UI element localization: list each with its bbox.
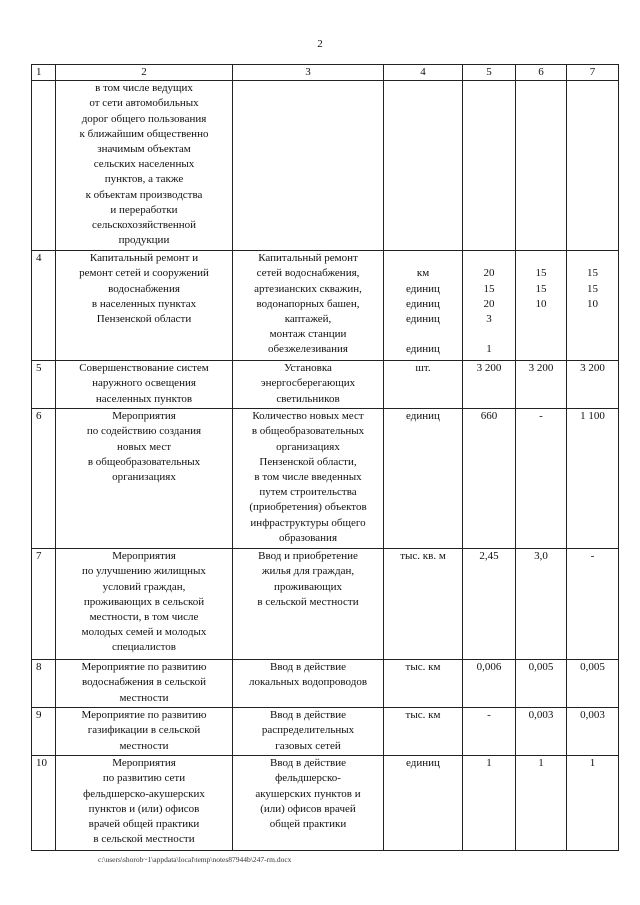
value-col5-cell: 660 — [463, 409, 516, 549]
indicator-cell: Количество новых мест в общеобразовательных организациях Пензенской области, в том числе введенных путем строительства (приобретения) объектов инфраструктуры общего образования — [233, 409, 384, 549]
indicator-cell: Установка энергосберегающих светильников — [233, 361, 384, 409]
table-row — [32, 361, 619, 409]
value-col7-cell: - — [567, 549, 619, 660]
column-number-cell: 6 — [516, 65, 567, 81]
row-number: 4 — [32, 251, 56, 361]
activity-cell: Мероприятия по развитию сети фельдшерско-акушерских пунктов и (или) офисов врачей общей практики в сельской местности — [56, 756, 233, 851]
value-col6-cell — [516, 81, 567, 251]
row-number: 5 — [32, 361, 56, 409]
value-col5-cell — [463, 81, 516, 251]
value-col6-cell: 3,0 — [516, 549, 567, 660]
unit-cell — [384, 81, 463, 251]
unit-cell: тыс. км — [384, 708, 463, 756]
unit-cell: тыс. км — [384, 660, 463, 708]
row-number: 10 — [32, 756, 56, 851]
indicator-cell — [233, 81, 384, 251]
column-number-cell: 7 — [567, 65, 619, 81]
row-number: 7 — [32, 549, 56, 660]
table-row — [32, 756, 619, 851]
indicator-cell: Ввод и приобретение жилья для граждан, проживающих в сельской местности — [233, 549, 384, 660]
unit-cell: шт. — [384, 361, 463, 409]
page-number: 2 — [317, 38, 323, 50]
value-col6-cell: 3 200 — [516, 361, 567, 409]
activity-cell: Мероприятия по улучшению жилищных условий граждан, проживающих в сельской местности, в том числе молодых семей и молодых специалистов — [56, 549, 233, 660]
value-col5-cell: 3 200 — [463, 361, 516, 409]
value-col5-cell: - — [463, 708, 516, 756]
value-col7-cell: 0,003 — [567, 708, 619, 756]
indicator-cell: Ввод в действие фельдшерско- акушерских пунктов и (или) офисов врачей общей практики — [233, 756, 384, 851]
activity-cell: Капитальный ремонт и ремонт сетей и сооружений водоснабжения в населенных пунктах Пензенской области — [56, 251, 233, 361]
column-number-cell: 5 — [463, 65, 516, 81]
row-number: 6 — [32, 409, 56, 549]
row-number — [32, 81, 56, 251]
activity-cell: Мероприятия по содействию создания новых мест в общеобразовательных организациях — [56, 409, 233, 549]
activities-table — [31, 64, 619, 851]
value-col6-cell: 15 15 10 — [516, 251, 567, 361]
table-row — [32, 251, 619, 361]
indicator-cell: Ввод в действие локальных водопроводов — [233, 660, 384, 708]
footer-file-path: c:\users\shorob~1\appdata\local\temp\notes87944b\247-rm.docx — [98, 855, 292, 864]
value-col7-cell: 0,005 — [567, 660, 619, 708]
value-col5-cell: 1 — [463, 756, 516, 851]
value-col6-cell: - — [516, 409, 567, 549]
unit-cell: единиц — [384, 756, 463, 851]
activity-cell: в том числе ведущих от сети автомобильных дорог общего пользования к ближайшим общественно значимым объектам сельских населенных пунктов, а также к объектам производства и переработки сельскохозяйственной продукции — [56, 81, 233, 251]
unit-cell: единиц — [384, 409, 463, 549]
unit-cell: тыс. кв. м — [384, 549, 463, 660]
value-col5-cell: 2,45 — [463, 549, 516, 660]
column-number-cell: 3 — [233, 65, 384, 81]
value-col7-cell: 1 — [567, 756, 619, 851]
value-col5-cell: 20 15 20 3 1 — [463, 251, 516, 361]
unit-cell: км единиц единиц единиц единиц — [384, 251, 463, 361]
row-number: 9 — [32, 708, 56, 756]
activity-cell: Мероприятие по развитию газификации в сельской местности — [56, 708, 233, 756]
column-number-cell: 4 — [384, 65, 463, 81]
value-col5-cell: 0,006 — [463, 660, 516, 708]
value-col7-cell — [567, 81, 619, 251]
table-row — [32, 409, 619, 549]
table-row — [32, 660, 619, 708]
row-number: 8 — [32, 660, 56, 708]
value-col6-cell: 0,003 — [516, 708, 567, 756]
value-col6-cell: 0,005 — [516, 660, 567, 708]
column-number-row — [32, 65, 619, 81]
table-row — [32, 81, 619, 251]
activity-cell: Мероприятие по развитию водоснабжения в сельской местности — [56, 660, 233, 708]
value-col6-cell: 1 — [516, 756, 567, 851]
table-row — [32, 708, 619, 756]
table-row — [32, 549, 619, 660]
activity-cell: Совершенствование систем наружного освещения населенных пунктов — [56, 361, 233, 409]
value-col7-cell: 1 100 — [567, 409, 619, 549]
value-col7-cell: 15 15 10 — [567, 251, 619, 361]
value-col7-cell: 3 200 — [567, 361, 619, 409]
column-number-cell: 1 — [32, 65, 56, 81]
column-number-cell: 2 — [56, 65, 233, 81]
indicator-cell: Ввод в действие распределительных газовых сетей — [233, 708, 384, 756]
indicator-cell: Капитальный ремонт сетей водоснабжения, артезианских скважин, водонапорных башен, каптажей, монтаж станции обезжелезивания — [233, 251, 384, 361]
